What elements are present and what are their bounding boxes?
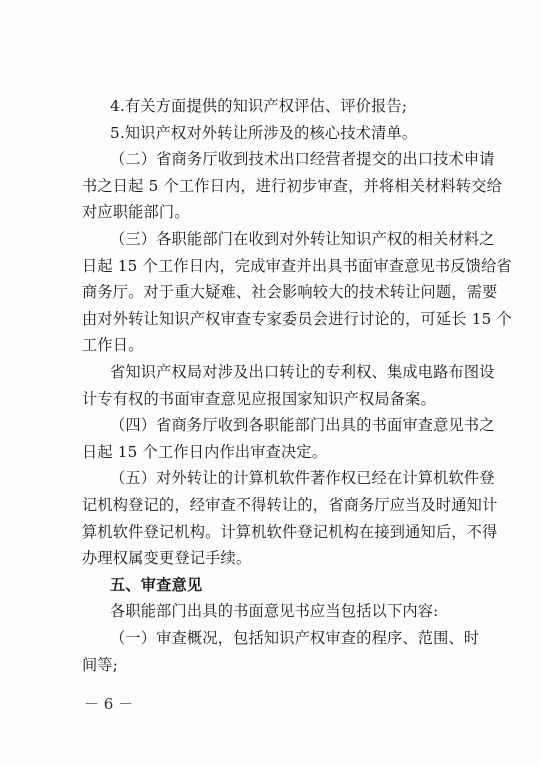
text-line-20: 各职能部门出具的书面意见书应当包括以下内容: — [110, 602, 439, 621]
page-number: － 6 － — [84, 695, 134, 713]
text-line-6: （三）各职能部门在收到对外转让知识产权的相关材料之 — [110, 230, 495, 248]
text-line-10: 工作日。 — [82, 336, 144, 355]
text-line-8: 商务厅。对于重大疑难、社会影响较大的技术转让问题，需要 — [82, 283, 498, 302]
section-heading: 五、审查意见 — [110, 575, 203, 594]
text-line-9: 由对外转让知识产权审查专家委员会进行讨论的，可延长 15 个 — [82, 309, 512, 328]
text-line-22: 间等; — [82, 655, 119, 674]
text-line-4: 书之日起 5 个工作日内，进行初步审查，并将相关材料转交给 — [82, 176, 502, 195]
text-line-3: （二）省商务厅收到技术出口经营者提交的出口技术申请 — [110, 150, 495, 169]
text-line-2: 5.知识产权对外转让所涉及的核心技术清单。 — [110, 123, 418, 142]
text-line-21: （一）审查概况，包括知识产权审查的程序、范围、时 — [110, 629, 480, 647]
text-line-14: 日起 15 个工作日内作出审查决定。 — [82, 442, 328, 461]
text-line-1: 4.有关方面提供的知识产权评估、评价报告; — [110, 97, 408, 115]
text-line-15: （五）对外转让的计算机软件著作权已经在计算机软件登 — [110, 469, 495, 488]
text-line-11: 省知识产权局对涉及出口转让的专利权、集成电路布图设 — [110, 363, 495, 381]
text-line-18: 办理权属变更登记手续。 — [82, 549, 252, 568]
text-line-13: （四）省商务厅收到各职能部门出具的书面审查意见书之 — [110, 416, 495, 435]
text-line-16: 记机构登记的，经审查不得转让的，省商务厅应当及时通知计 — [82, 496, 498, 514]
text-line-12: 计专有权的书面审查意见应报国家知识产权局备案。 — [82, 389, 436, 408]
text-line-7: 日起 15 个工作日内，完成审查并出具书面审查意见书反馈给省 — [82, 256, 512, 275]
text-line-5: 对应职能部门。 — [82, 203, 190, 222]
text-line-17: 算机软件登记机构。计算机软件登记机构在接到通知后，不得 — [82, 522, 498, 541]
